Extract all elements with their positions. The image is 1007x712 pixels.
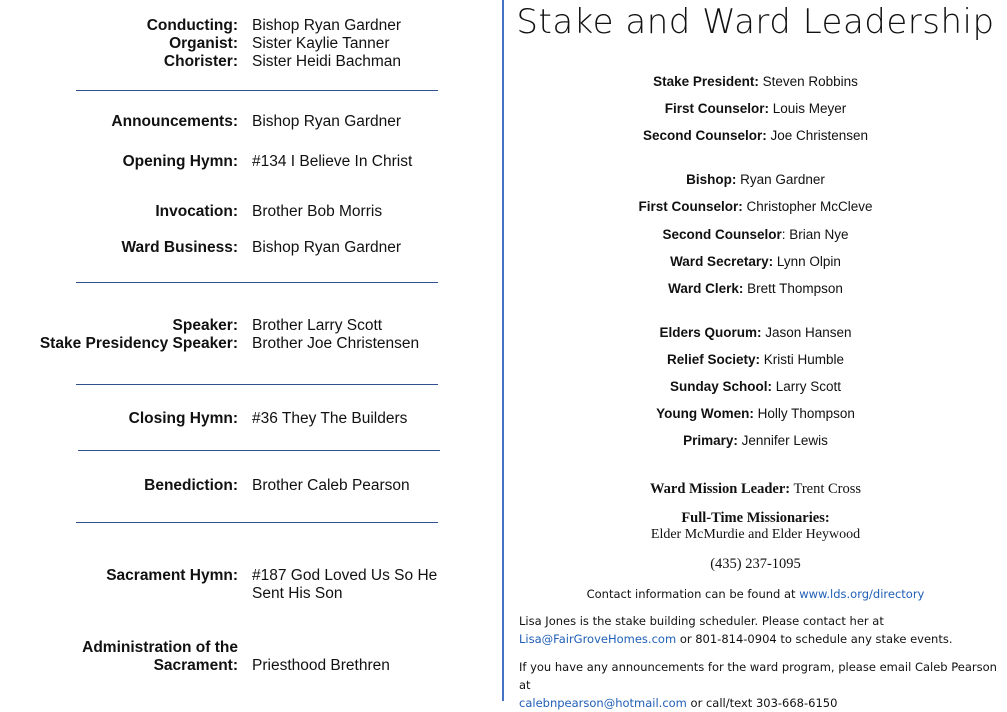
contact-text: Contact information can be found at [586, 587, 796, 601]
conducting-value: Bishop Ryan Gardner [252, 17, 402, 34]
leader-row [504, 352, 1007, 368]
leader-role: Second Counselor: [642, 128, 767, 143]
leader-role: First Counselor: [664, 101, 769, 116]
leader-row [504, 254, 1007, 270]
leader-row [504, 379, 1007, 395]
announcements-label: Announcements: [111, 113, 238, 130]
leader-name: : Brian Nye [781, 227, 849, 242]
mission-leader-row [504, 481, 1007, 497]
opening-hymn-label: Opening Hymn: [122, 153, 238, 170]
sacrament-hymn-label: Sacrament Hymn: [106, 567, 238, 584]
missionaries-names: Elder McMurdie and Elder Heywood [650, 527, 861, 542]
organist-label: Organist: [169, 35, 238, 52]
leadership-title: Stake and Ward Leadership [516, 2, 995, 42]
leader-name: Joe Christensen [770, 128, 869, 143]
section-rule [76, 282, 438, 283]
leader-name: Lynn Olpin [776, 254, 841, 269]
leader-row [504, 199, 1007, 215]
ward-business-value: Bishop Ryan Gardner [252, 239, 402, 256]
leader-name: Larry Scott [775, 379, 842, 394]
leader-name: Jason Hansen [765, 325, 852, 340]
opening-hymn-value: #134 I Believe In Christ [252, 153, 413, 170]
benediction-value: Brother Caleb Pearson [252, 477, 410, 494]
section-rule [76, 90, 438, 91]
closing-hymn-value: #36 They The Builders [252, 410, 408, 427]
leader-name: Christopher McCleve [746, 199, 873, 214]
section-rule [76, 522, 438, 523]
invocation-value: Brother Bob Morris [252, 203, 383, 220]
speaker-value: Brother Larry Scott [252, 317, 383, 334]
leader-name: Steven Robbins [762, 74, 858, 89]
scheduler-line1: Lisa Jones is the stake building scheduler. Please contact her at [519, 614, 884, 628]
closing-hymn-label: Closing Hymn: [128, 410, 238, 427]
stake-speaker-value: Brother Joe Christensen [252, 335, 420, 352]
missionaries-heading [504, 510, 1007, 526]
leader-name: Ryan Gardner [740, 172, 825, 187]
leader-role: First Counselor: [638, 199, 743, 214]
leader-role: Primary: [683, 433, 738, 448]
announcements-note [519, 658, 997, 712]
sacrament-hymn-value-line1: #187 God Loved Us So He [252, 567, 438, 584]
announce-line2: or call/text 303-668-6150 [690, 696, 838, 710]
administration-value: Priesthood Brethren [252, 657, 390, 674]
directory-link[interactable]: www.lds.org/directory [799, 587, 925, 601]
leader-row [504, 101, 1007, 117]
benediction-label: Benediction: [144, 477, 238, 494]
leader-role: Bishop: [686, 172, 737, 187]
leader-row [504, 433, 1007, 449]
leader-row [504, 128, 1007, 144]
leader-name: Louis Meyer [772, 101, 847, 116]
leader-name: Kristi Humble [763, 352, 845, 367]
leader-row [504, 325, 1007, 341]
leader-role: Young Women: [656, 406, 754, 421]
scheduler-line2: or 801-814-0904 to schedule any stake events. [679, 632, 953, 646]
announce-line1: If you have any announcements for the ward program, please email Caleb Pearson at [519, 660, 997, 692]
mission-leader-role: Ward Mission Leader: [649, 481, 791, 497]
missionaries-role: Full-Time Missionaries: [681, 510, 830, 526]
leader-name: Brett Thompson [747, 281, 843, 296]
leader-row [504, 172, 1007, 188]
announcements-value: Bishop Ryan Gardner [252, 113, 402, 130]
leader-row [504, 281, 1007, 297]
leader-role: Ward Secretary: [670, 254, 774, 269]
leader-role: Ward Clerk: [668, 281, 744, 296]
program-column [0, 0, 503, 701]
invocation-label: Invocation: [155, 203, 238, 220]
organist-value: Sister Kaylie Tanner [252, 35, 390, 52]
leader-row [504, 74, 1007, 90]
announce-email-link[interactable]: calebnpearson@hotmail.com [519, 696, 687, 710]
conducting-label: Conducting: [146, 17, 238, 34]
leadership-column [504, 0, 1007, 710]
missionaries-phone: (435) 237-1095 [710, 556, 801, 572]
speaker-label: Speaker: [172, 317, 238, 334]
sacrament-hymn-value-line2: Sent His Son [252, 585, 343, 602]
leader-row [504, 406, 1007, 422]
ward-business-label: Ward Business: [121, 239, 238, 256]
leader-role: Stake President: [653, 74, 759, 89]
section-rule [76, 384, 438, 385]
section-rule [78, 450, 440, 451]
chorister-value: Sister Heidi Bachman [252, 53, 402, 70]
leader-role: Second Counselor [662, 227, 782, 242]
stake-speaker-label: Stake Presidency Speaker: [39, 335, 238, 352]
leader-role: Elders Quorum: [659, 325, 762, 340]
scheduler-email-link[interactable]: Lisa@FairGroveHomes.com [519, 632, 677, 646]
administration-label-line2: Sacrament: [153, 657, 238, 674]
contact-info [504, 586, 1007, 602]
mission-leader-name: Trent Cross [793, 481, 862, 497]
chorister-label: Chorister: [163, 53, 238, 70]
leader-role: Sunday School: [669, 379, 772, 394]
leader-row [504, 227, 1007, 243]
leader-role: Relief Society: [666, 352, 760, 367]
administration-label-line1: Administration of the [82, 639, 238, 656]
leader-name: Holly Thompson [757, 406, 855, 421]
scheduler-note [519, 612, 997, 648]
leader-name: Jennifer Lewis [741, 433, 828, 448]
